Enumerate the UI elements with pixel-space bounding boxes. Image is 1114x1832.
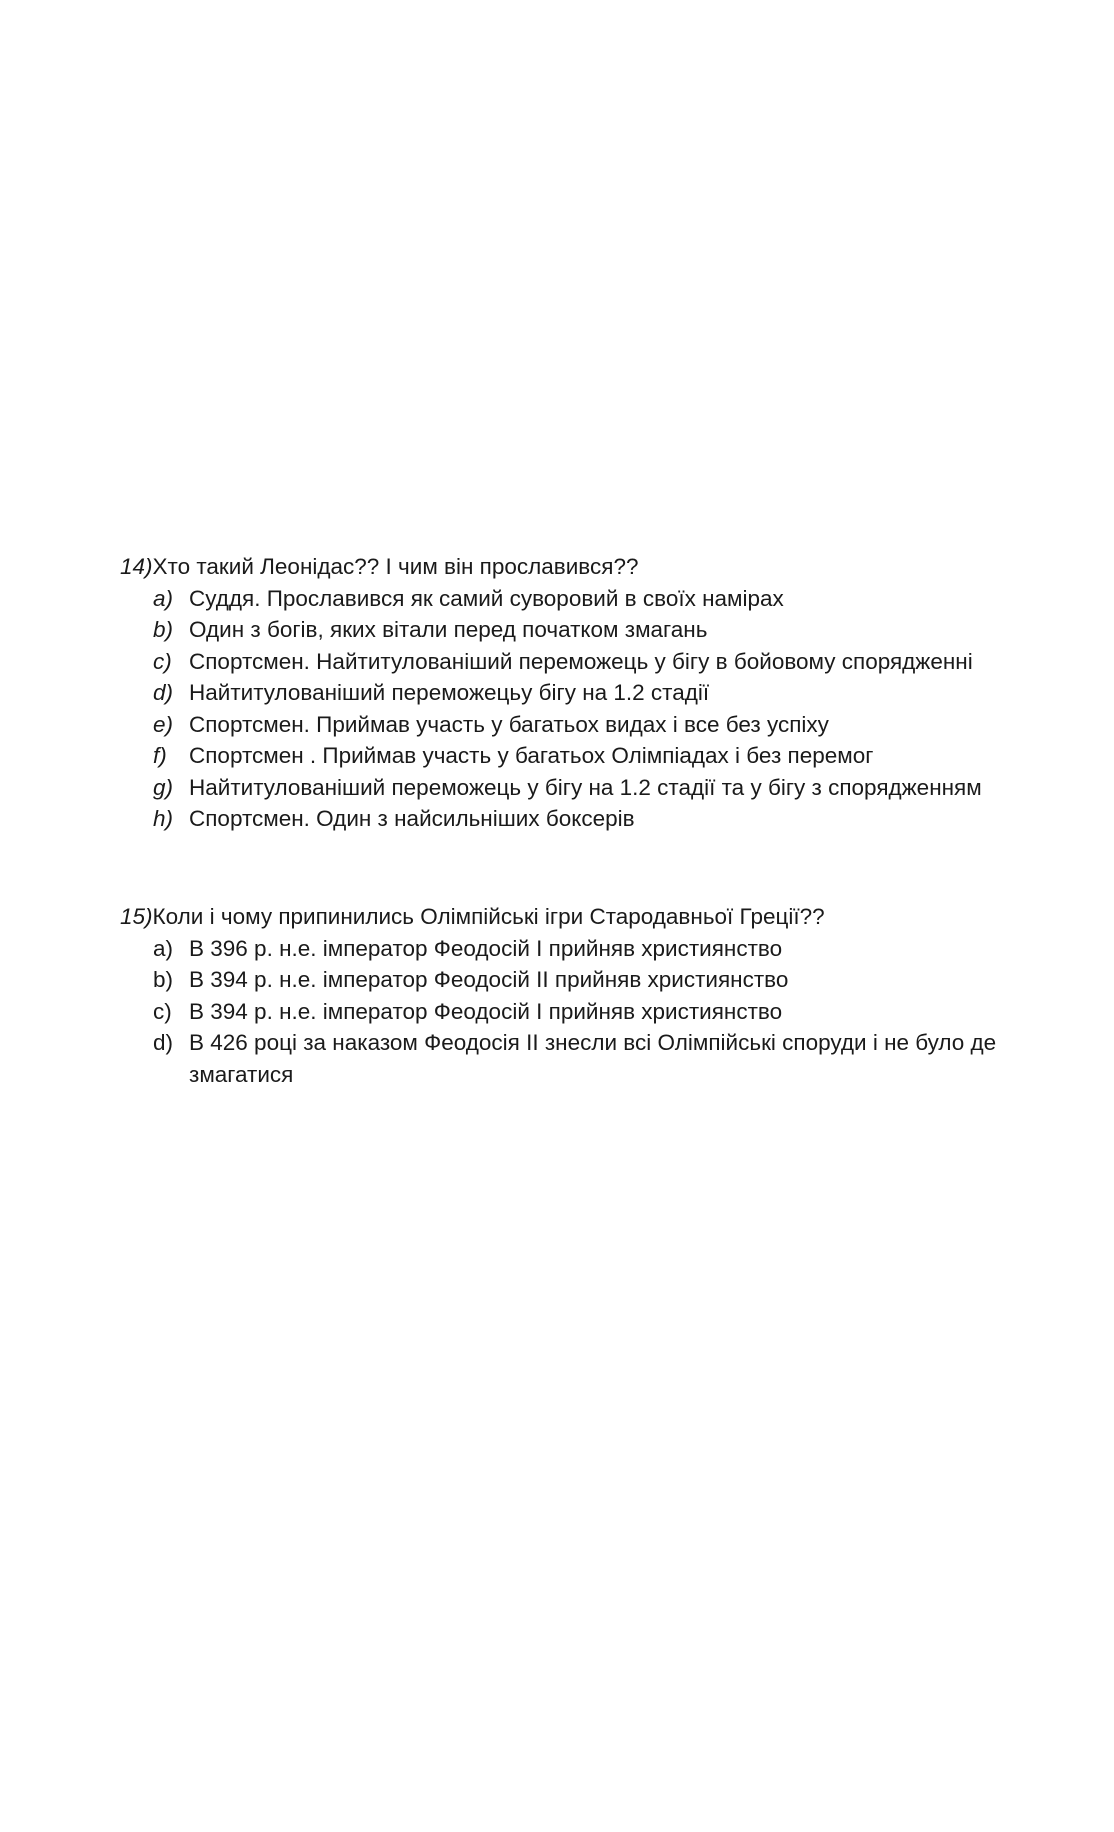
- option-letter: d): [153, 1030, 174, 1055]
- question-14: [120, 551, 1080, 835]
- option-letter: e): [153, 711, 174, 737]
- answer-option-c[interactable]: [153, 646, 1080, 678]
- question-15: [120, 901, 1080, 1090]
- answer-options: [120, 583, 1080, 835]
- option-text: Найтитулованіший переможець у бігу на 1.2 стадії та у бігу з спорядженням: [189, 774, 982, 800]
- option-text: Спортсмен. Приймав участь у багатьох видах і все без успіху: [189, 711, 829, 737]
- option-text: В 394 р. н.е. імператор Феодосій I прийняв християнство: [189, 998, 783, 1024]
- option-letter: f): [153, 743, 167, 768]
- option-text: Спортсмен. Найтитулованіший переможець у бігу в бойовому спорядженні: [189, 648, 973, 674]
- option-letter: g): [153, 774, 174, 800]
- answer-option-b[interactable]: [153, 964, 1080, 996]
- option-letter: d): [153, 680, 174, 705]
- question-title: [120, 901, 1080, 933]
- answer-option-b[interactable]: [153, 614, 1080, 646]
- question-text: Коли і чому припинились Олімпійські ігри Стародавньої Греції??: [152, 904, 825, 929]
- answer-options: [120, 933, 1080, 1091]
- option-text: Один з богів, яких вітали перед початком змагань: [189, 617, 708, 642]
- answer-option-h[interactable]: [153, 803, 1080, 835]
- option-text: В 426 році за наказом Феодосія II знесли всі Олімпійські споруди і не було де змагатися: [189, 1030, 997, 1087]
- question-number: 14): [120, 554, 153, 579]
- answer-option-d[interactable]: [153, 677, 1080, 709]
- question-number: 15): [120, 904, 153, 929]
- answer-option-d[interactable]: [153, 1027, 1080, 1090]
- option-text: Спортсмен . Приймав участь у багатьох Олімпіадах і без перемог: [189, 743, 874, 768]
- option-letter: b): [153, 967, 174, 992]
- option-text: Суддя. Прославився як самий суворовий в своїх намірах: [189, 585, 784, 611]
- question-title: [120, 551, 1080, 583]
- option-letter: c): [153, 648, 172, 674]
- answer-option-f[interactable]: [153, 740, 1080, 772]
- answer-option-e[interactable]: [153, 709, 1080, 741]
- option-letter: c): [153, 998, 172, 1024]
- option-letter: a): [153, 585, 174, 611]
- option-text: Найтитулованіший переможецьу бігу на 1.2 стадії: [189, 680, 710, 705]
- option-letter: h): [153, 806, 174, 831]
- answer-option-g[interactable]: [153, 772, 1080, 804]
- option-text: Спортсмен. Один з найсильніших боксерів: [189, 806, 635, 831]
- option-letter: b): [153, 617, 174, 642]
- option-text: В 396 р. н.е. імператор Феодосій I прийняв християнство: [189, 935, 783, 961]
- answer-option-a[interactable]: [153, 583, 1080, 615]
- option-text: В 394 р. н.е. імператор Феодосій II прийняв християнство: [189, 967, 789, 992]
- answer-option-a[interactable]: [153, 933, 1080, 965]
- question-text: Хто такий Леонідас?? І чим він прославився??: [152, 554, 639, 579]
- answer-option-c[interactable]: [153, 996, 1080, 1028]
- option-letter: a): [153, 935, 174, 961]
